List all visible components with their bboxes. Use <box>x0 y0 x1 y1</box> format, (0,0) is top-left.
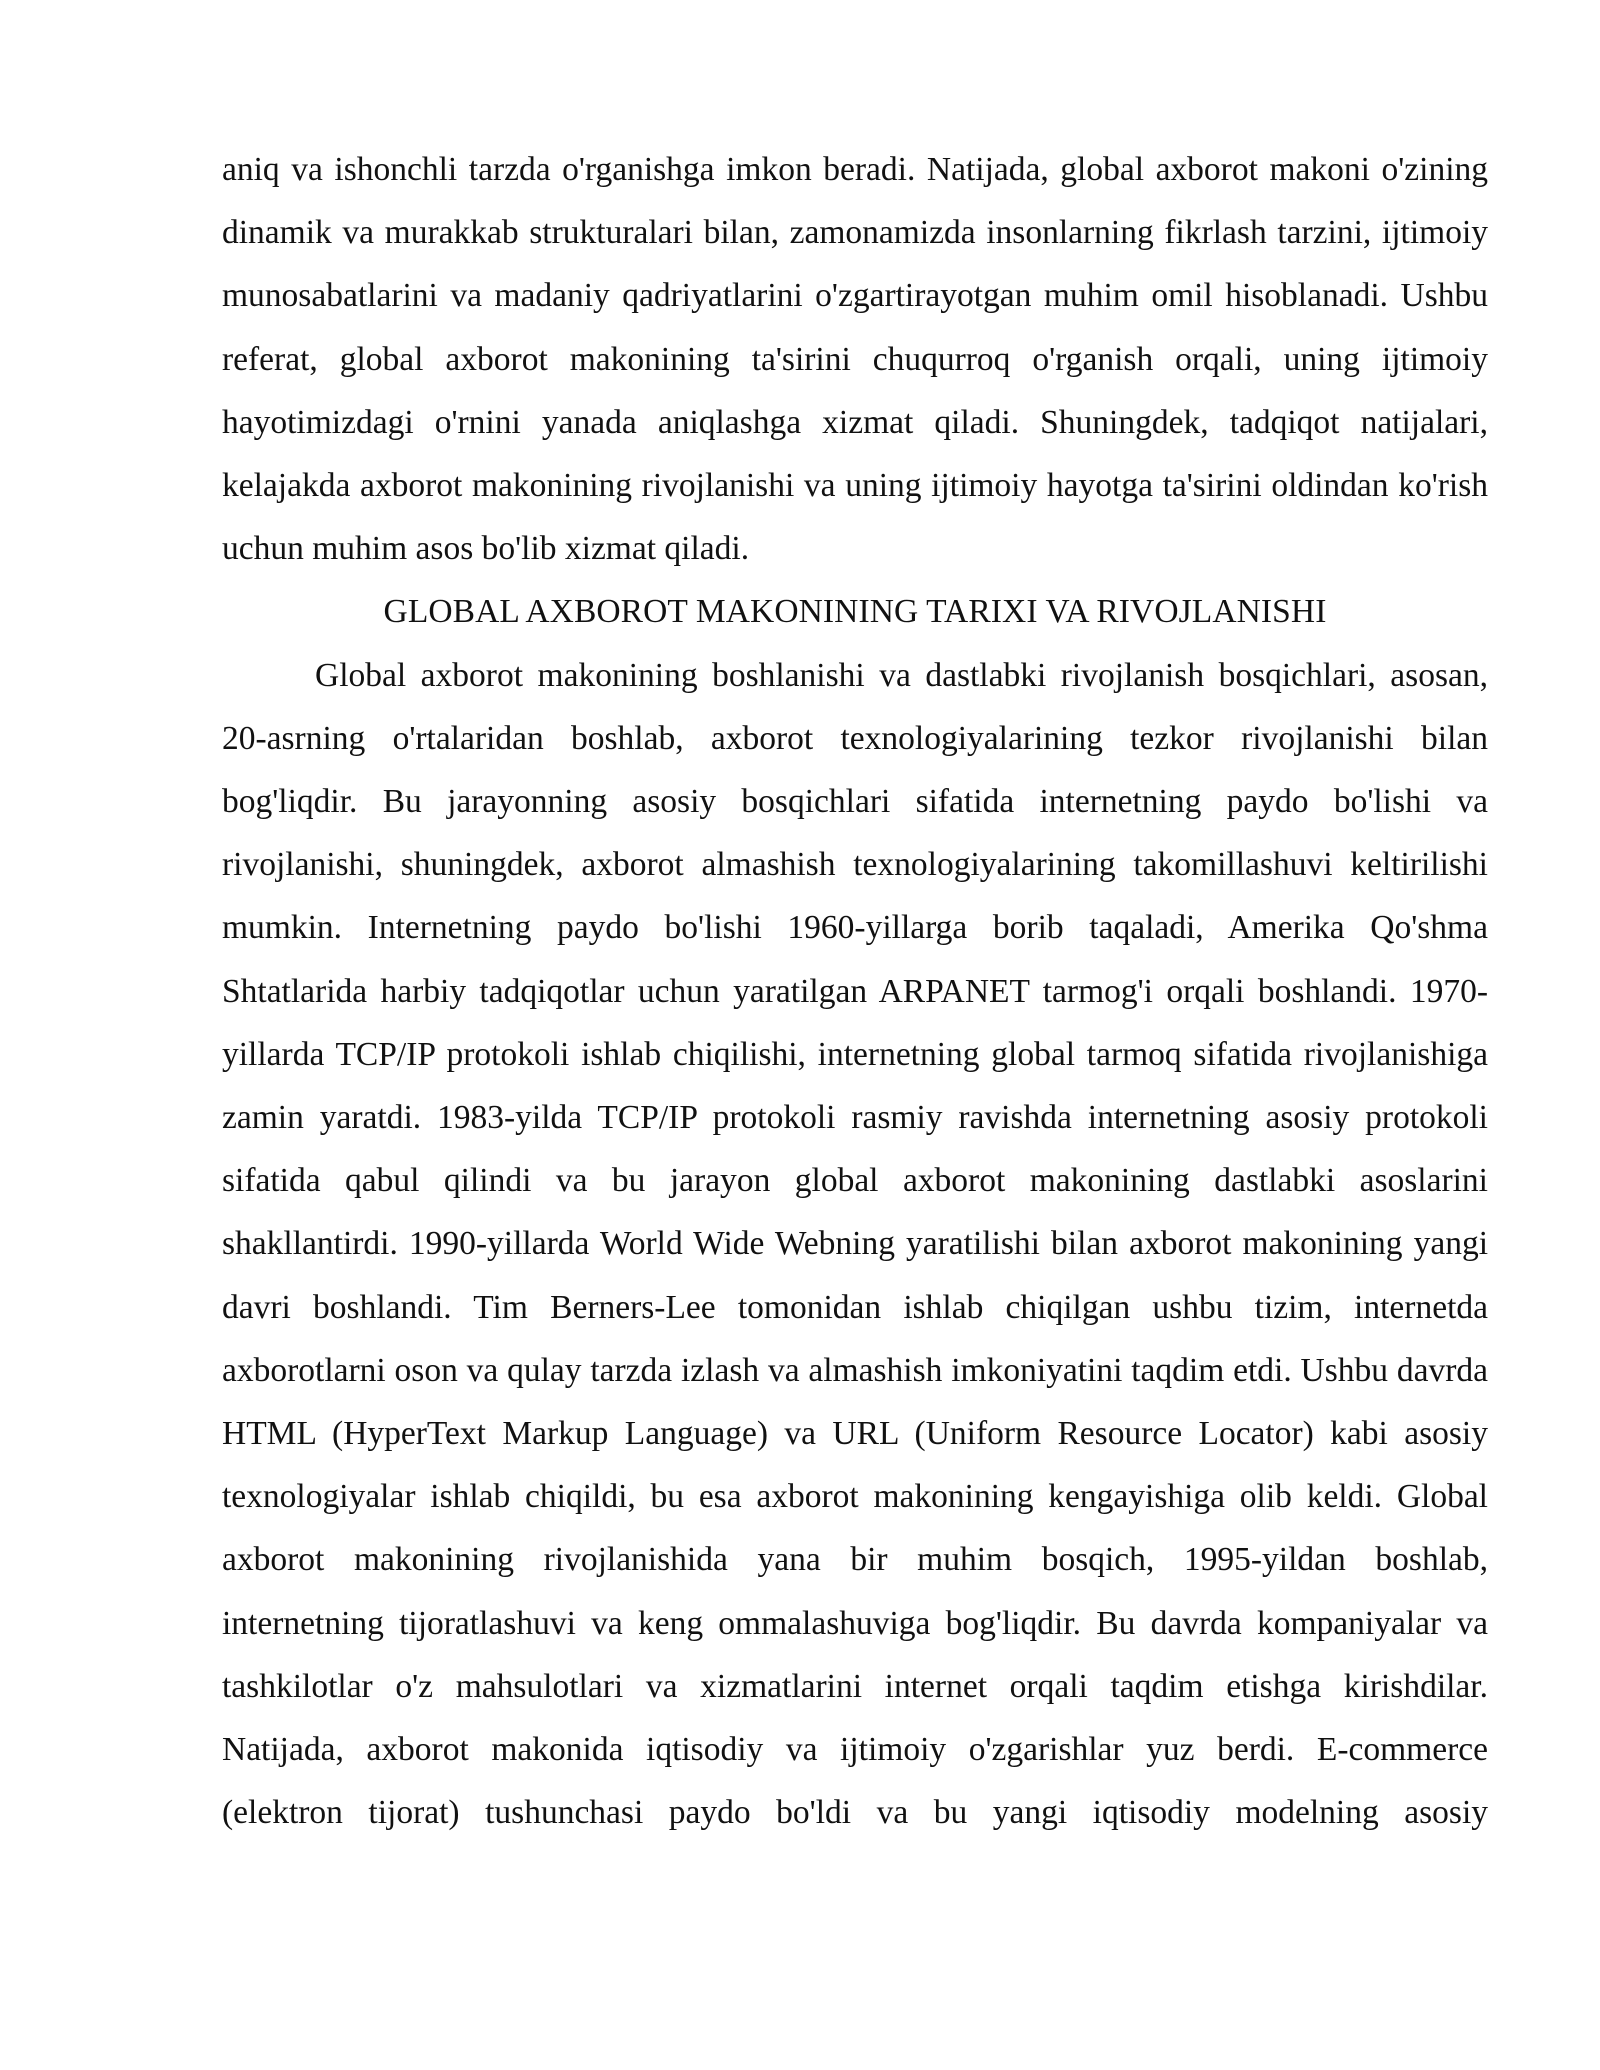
document-body <box>222 138 1488 1844</box>
body-paragraph-history: Global axborot makonining boshlanishi va dastlabki rivojlanish bosqichlari, asosan, 20-asrning o'rtalaridan boshlab, axborot texnologiyalarining tezkor rivojlanishi bilan bog'liqdir. Bu jarayonning asosiy bosqichlari sifatida internetning paydo bo'lishi va rivojlanishi, shuningdek, axborot almashish texnologiyalarining takomillashuvi keltirilishi mumkin. Internetning paydo bo'lishi 1960-yillarga borib taqaladi, Amerika Qo'shma Shtatlarida harbiy tadqiqotlar uchun yaratilgan ARPANET tarmog'i orqali boshlandi. 1970-yillarda TCP/IP protokoli ishlab chiqilishi, internetning global tarmoq sifatida rivojlanishiga zamin yaratdi. 1983-yilda TCP/IP protokoli rasmiy ravishda internetning asosiy protokoli sifatida qabul qilindi va bu jarayon global axborot makonining dastlabki asoslarini shakllantirdi. 1990-yillarda World Wide Webning yaratilishi bilan axborot makonining yangi davri boshlandi. Tim Berners-Lee tomonidan ishlab chiqilgan ushbu tizim, internetda axborotlarni oson va qulay tarzda izlash va almashish imkoniyatini taqdim etdi. Ushbu davrda HTML (HyperText Markup Language) va URL (Uniform Resource Locator) kabi asosiy texnologiyalar ishlab chiqildi, bu esa axborot makonining kengayishiga olib keldi. Global axborot makonining rivojlanishida yana bir muhim bosqich, 1995-yildan boshlab, internetning tijoratlashuvi va keng ommalashuviga bog'liqdir. Bu davrda kompaniyalar va tashkilotlar o'z mahsulotlari va xizmatlarini internet orqali taqdim etishga kirishdilar. Natijada, axborot makonida iqtisodiy va ijtimoiy o'zgarishlar yuz berdi. E-commerce (elektron tijorat) tushunchasi paydo bo'ldi va bu yangi iqtisodiy modelning asosiy <box>222 656 1488 1832</box>
section-heading: GLOBAL AXBOROT MAKONINING TARIXI VA RIVOJLANISHI <box>383 593 1327 631</box>
body-paragraph-intro-continuation: aniq va ishonchli tarzda o'rganishga imkon beradi. Natijada, global axborot makoni o'zining dinamik va murakkab strukturalari bilan, zamonamizda insonlarning fikrlash tarzini, ijtimoiy munosabatlarini va madaniy qadriyatlarini o'zgartirayotgan muhim omil hisoblanadi. Ushbu referat, global axborot makonining ta'sirini chuqurroq o'rganish orqali, uning ijtimoiy hayotimizdagi o'rnini yanada aniqlashga xizmat qiladi. Shuningdek, tadqiqot natijalari, kelajakda axborot makonining rivojlanishi va uning ijtimoiy hayotga ta'sirini oldindan ko'rish uchun muhim asos bo'lib xizmat qiladi. <box>222 151 1488 568</box>
